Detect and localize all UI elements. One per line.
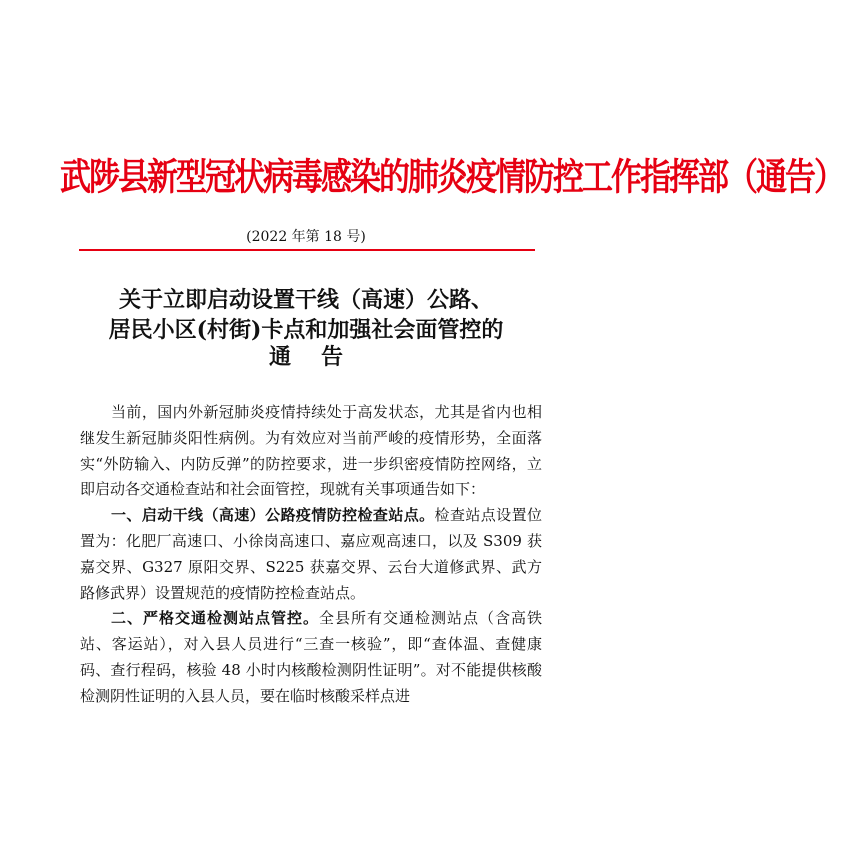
section-2-paragraph [80,606,542,709]
section-1-paragraph [80,503,542,606]
section-2-text: 全县所有交通检测站点（含高铁站、客运站），对入县人员进行“三查一核验”，即“查体温、查健康码、查行程码，核验 48 小时内核酸检测阴性证明”。对不能提供核酸检测阴性证明的入县人员，要在临时核酸采样点进 [80,609,542,705]
section-2-heading: 二、严格交通检测站点管控。 [111,609,319,628]
intro-paragraph: 当前，国内外新冠肺炎疫情持续处于高发状态，尤其是省内也相继发生新冠肺炎阳性病例。为有效应对当前严峻的疫情形势，全面落实“外防输入、内防反弹”的防控要求，进一步织密疫情防控网络，立即启动各交通检查站和社会面管控，现就有关事项通告如下： [80,403,542,499]
notice-title-line-3: 通告 [268,344,373,370]
issuing-authority-title: 武陟县新型冠状病毒感染的肺炎疫情防控工作指挥部（通告） [60,156,843,200]
document-number: (2022 年第 18 号) [246,229,366,245]
notice-body [80,400,542,710]
notice-title-line-2: 居民小区(村街)卡点和加强社会面管控的 [108,317,504,343]
section-1-heading: 一、启动干线（高速）公路疫情防控检查站点。 [111,506,435,525]
red-separator-line [79,249,535,251]
section-1-text: 检查站点设置位置为：化肥厂高速口、小徐岗高速口、嘉应观高速口，以及 S309 获嘉交界、G327 原阳交界、S225 获嘉交界、云台大道修武界、武方路修武界）设置规范的疫情防控检查站点。 [80,506,542,602]
notice-title-line-1: 关于立即启动设置干线（高速）公路、 [118,287,493,313]
